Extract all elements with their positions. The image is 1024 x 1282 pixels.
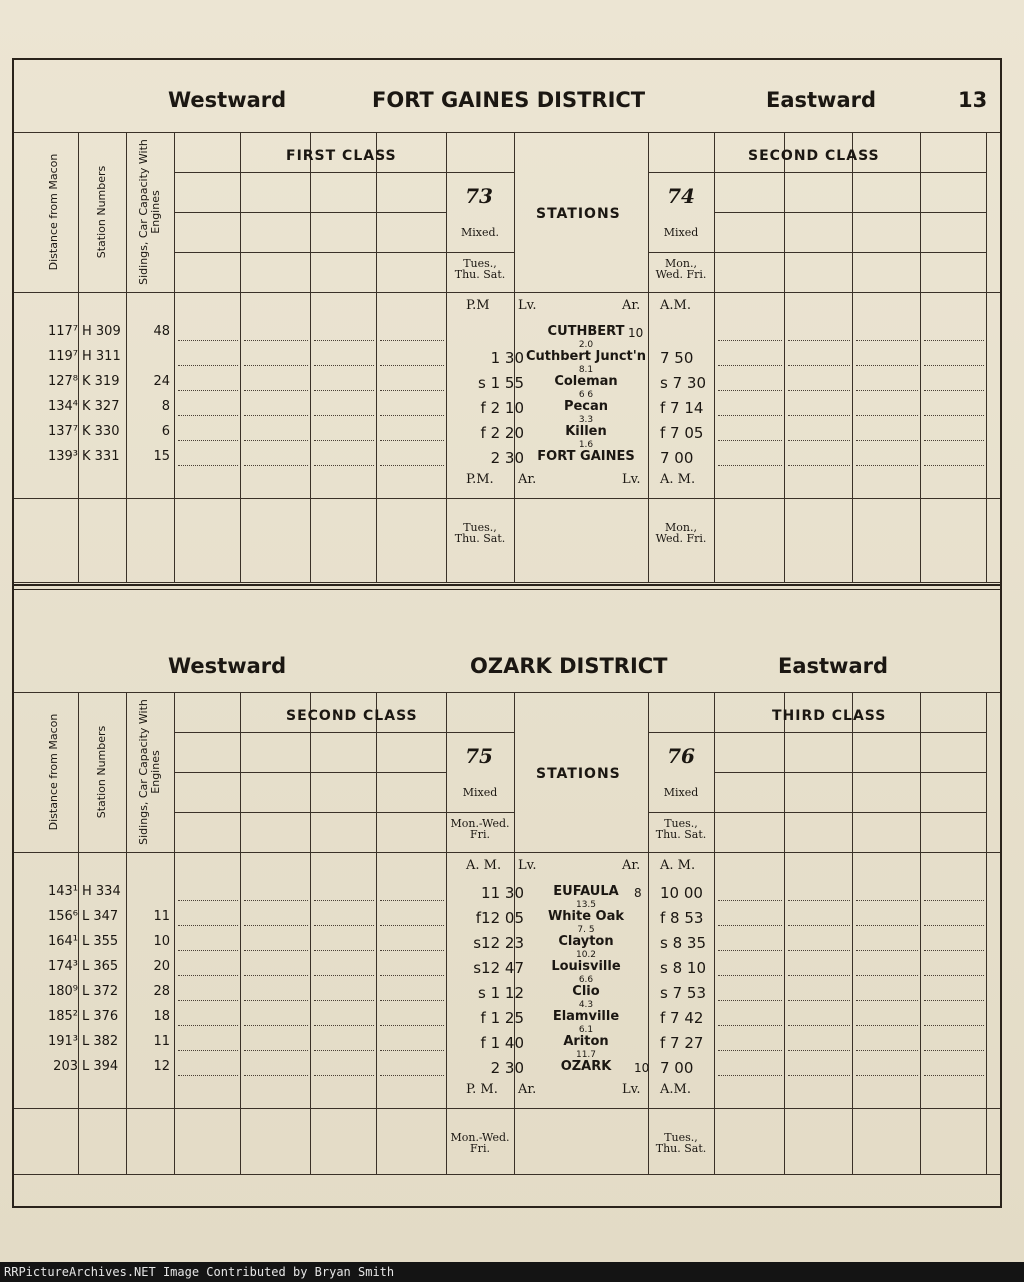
station-number: K 331 <box>82 449 120 464</box>
station-name: Cuthbert Junct'n <box>525 349 647 364</box>
leader-dots <box>924 1075 984 1076</box>
leader-dots <box>924 900 984 901</box>
class-rule-left <box>174 172 514 173</box>
leader-dots <box>314 1050 374 1051</box>
leader-dots <box>924 415 984 416</box>
leader-dots <box>244 1025 308 1026</box>
left-train-time: s12 47 <box>473 959 524 977</box>
train-number-left: 73 <box>465 184 493 208</box>
leader-dots <box>924 925 984 926</box>
sub-rule-left <box>174 212 446 213</box>
column-rule <box>514 692 515 1174</box>
station-number: K 330 <box>82 424 120 439</box>
siding-capacity: 20 <box>153 959 170 974</box>
timetable-row <box>14 925 1000 958</box>
leader-dots <box>788 1000 850 1001</box>
train-right-type: Mixed <box>663 786 699 799</box>
leader-dots <box>244 440 308 441</box>
leader-dots <box>380 900 444 901</box>
leader-dots <box>788 415 850 416</box>
header-bottom-rule <box>14 292 1000 293</box>
leader-dots <box>380 440 444 441</box>
distance-value: 164¹ <box>47 934 78 949</box>
station-number: L 376 <box>82 1009 119 1024</box>
leader-dots <box>380 1025 444 1026</box>
leader-dots <box>924 390 984 391</box>
leader-dots <box>856 900 918 901</box>
class-right-label: SECOND CLASS <box>748 148 880 164</box>
leader-dots <box>314 925 374 926</box>
leader-dots <box>924 1000 984 1001</box>
timetable-row <box>14 340 1000 373</box>
right-train-time: f 7 14 <box>660 399 704 417</box>
station-name: Clio <box>572 984 600 999</box>
station-number: L 372 <box>82 984 119 999</box>
leader-dots <box>788 390 850 391</box>
station-number: L 355 <box>82 934 119 949</box>
leader-dots <box>924 950 984 951</box>
right-train-time: f 8 53 <box>660 909 704 927</box>
leader-dots <box>178 415 238 416</box>
leader-dots <box>718 340 782 341</box>
leader-dots <box>856 950 918 951</box>
left-train-time: 2 30 <box>490 1059 524 1077</box>
station-number: L 382 <box>82 1034 119 1049</box>
right-train-time: f 7 27 <box>660 1034 704 1052</box>
siding-capacity: 15 <box>153 449 170 464</box>
column-rule <box>986 692 987 1174</box>
station-name: Killen <box>565 424 607 439</box>
right-train-time: s 7 53 <box>660 984 706 1002</box>
leader-dots <box>314 440 374 441</box>
leader-dots <box>788 340 850 341</box>
type-rule-left <box>446 252 514 253</box>
leader-dots <box>244 900 308 901</box>
leader-dots <box>244 950 308 951</box>
right-time-header: A.M. <box>660 298 691 313</box>
table-bottom-rule <box>14 582 1000 583</box>
segment-distance: 6.6 <box>578 975 594 985</box>
siding-capacity: 12 <box>153 1059 170 1074</box>
station-number: H 334 <box>82 884 121 899</box>
right-time-footer: A.M. <box>660 1082 691 1097</box>
leader-dots <box>856 975 918 976</box>
arrive-label-bottom: Ar. <box>518 1082 537 1097</box>
left-train-time: 11 30 <box>481 884 524 902</box>
leader-dots <box>178 975 238 976</box>
leader-dots <box>924 365 984 366</box>
table-bottom-rule <box>14 1174 1000 1175</box>
arrive-label-bottom: Ar. <box>518 472 537 487</box>
right-train-time: f 7 42 <box>660 1009 704 1027</box>
leader-dots <box>788 900 850 901</box>
segment-distance: 3.3 <box>578 415 594 425</box>
column-rule <box>174 692 175 1174</box>
distance-value: 191³ <box>47 1034 78 1049</box>
station-name: EUFAULA <box>553 884 619 899</box>
column-rule <box>126 692 127 1174</box>
leader-dots <box>856 390 918 391</box>
class-rule-left <box>174 732 514 733</box>
class-left-label: FIRST CLASS <box>286 148 397 164</box>
segment-distance: 10.2 <box>575 950 597 960</box>
leader-dots <box>788 975 850 976</box>
leader-dots <box>380 1050 444 1051</box>
leader-dots <box>380 1000 444 1001</box>
segment-distance: 1.6 <box>578 440 594 450</box>
leader-dots <box>178 340 238 341</box>
leader-dots <box>856 1000 918 1001</box>
left-train-time: f 2 20 <box>480 424 524 442</box>
sub-rule-right <box>714 772 986 773</box>
leader-dots <box>178 1050 238 1051</box>
leader-dots <box>788 1050 850 1051</box>
station-code: 8 <box>634 886 642 900</box>
timetable-row <box>14 1050 1000 1083</box>
class-rule-right <box>648 172 986 173</box>
column-rule <box>310 692 311 1174</box>
station-name: Ariton <box>563 1034 609 1049</box>
foot-right-days: Tues., Thu. Sat. <box>655 1131 707 1155</box>
right-time-header: A. M. <box>660 858 696 873</box>
leader-dots <box>314 1000 374 1001</box>
left-train-time: f 1 25 <box>480 1009 524 1027</box>
station-number: H 309 <box>82 324 121 339</box>
distance-value: 156⁶ <box>47 909 78 924</box>
segment-distance: 2.0 <box>578 340 594 350</box>
left-train-time: 2 30 <box>490 449 524 467</box>
train-left-days: Tues., Thu. Sat. <box>454 257 506 281</box>
leader-dots <box>178 900 238 901</box>
leader-dots <box>244 340 308 341</box>
station-name: CUTHBERT <box>547 324 625 339</box>
station-name: Louisville <box>551 959 621 974</box>
siding-capacity: 28 <box>153 984 170 999</box>
column-rule <box>376 692 377 1174</box>
leader-dots <box>314 390 374 391</box>
segment-distance: 13.5 <box>575 900 597 910</box>
eastward-label: Eastward <box>766 88 877 112</box>
distance-value: 143¹ <box>47 884 78 899</box>
leader-dots <box>380 390 444 391</box>
distance-value: 185² <box>47 1009 78 1024</box>
leader-dots <box>244 975 308 976</box>
right-train-time: f 7 05 <box>660 424 704 442</box>
leader-dots <box>178 390 238 391</box>
sub-rule-right <box>714 212 986 213</box>
timetable-row <box>14 975 1000 1008</box>
distance-value: 174³ <box>47 959 78 974</box>
station-name: FORT GAINES <box>537 449 635 464</box>
leave-label: Lv. <box>518 298 537 313</box>
header-bottom-rule <box>14 852 1000 853</box>
district-title: FORT GAINES DISTRICT <box>372 88 646 112</box>
train-number-right: 76 <box>667 744 695 768</box>
column-rule <box>920 692 921 1174</box>
district-title: OZARK DISTRICT <box>470 654 668 678</box>
segment-distance: 6.1 <box>578 1025 594 1035</box>
leader-dots <box>178 365 238 366</box>
leader-dots <box>380 340 444 341</box>
type-rule-right <box>648 812 714 813</box>
left-train-time: 1 30 <box>490 349 524 367</box>
right-train-time: s 7 30 <box>660 374 706 392</box>
leader-dots <box>788 465 850 466</box>
station-number: K 319 <box>82 374 120 389</box>
station-name: Coleman <box>554 374 618 389</box>
sub-rule-left <box>174 772 446 773</box>
leader-dots <box>380 365 444 366</box>
left-train-time: f 2 10 <box>480 399 524 417</box>
column-rule <box>852 692 853 1174</box>
leader-dots <box>178 1025 238 1026</box>
timetable-row <box>14 884 1000 908</box>
foot-right-days: Mon., Wed. Fri. <box>655 521 707 545</box>
leader-dots <box>244 1050 308 1051</box>
distance-value: 127⁸ <box>47 374 78 389</box>
leader-dots <box>178 1000 238 1001</box>
leader-dots <box>178 440 238 441</box>
rows-bottom-rule <box>14 1108 1000 1109</box>
leader-dots <box>314 975 374 976</box>
leave-label: Lv. <box>518 858 537 873</box>
left-train-time: f 1 40 <box>480 1034 524 1052</box>
distance-value: 119⁷ <box>47 349 78 364</box>
leader-dots <box>178 1075 238 1076</box>
right-train-time: 7 50 <box>660 349 694 367</box>
stations-header: STATIONS <box>536 766 621 782</box>
leader-dots <box>178 925 238 926</box>
sidings-header: Sidings, Car Capacity With Engines <box>137 139 162 285</box>
leader-dots <box>380 415 444 416</box>
station-name: White Oak <box>547 909 625 924</box>
westward-label: Westward <box>168 88 287 112</box>
timetable-row <box>14 1025 1000 1058</box>
station-name: Elamville <box>552 1009 620 1024</box>
station-number: L 347 <box>82 909 119 924</box>
right-train-time: s 8 35 <box>660 934 706 952</box>
stations-header: STATIONS <box>536 206 621 222</box>
arrive-label: Ar. <box>622 298 641 313</box>
station-name: Pecan <box>563 399 609 414</box>
leader-dots <box>314 365 374 366</box>
station-name: OZARK <box>560 1059 612 1074</box>
extra-rule-right <box>714 252 986 253</box>
right-time-footer: A. M. <box>660 472 696 487</box>
segment-distance: 11.7 <box>575 1050 597 1060</box>
distance-value: 117⁷ <box>47 324 78 339</box>
station-number: L 394 <box>82 1059 119 1074</box>
leader-dots <box>314 1025 374 1026</box>
leader-dots <box>788 1025 850 1026</box>
distance-value: 203 <box>53 1059 78 1074</box>
right-train-time: 10 00 <box>660 884 703 902</box>
leader-dots <box>244 365 308 366</box>
type-rule-right <box>648 252 714 253</box>
train-right-type: Mixed <box>663 226 699 239</box>
segment-distance: 6 6 <box>578 390 594 400</box>
class-right-label: THIRD CLASS <box>772 708 887 724</box>
leader-dots <box>856 415 918 416</box>
leader-dots <box>380 975 444 976</box>
siding-capacity: 48 <box>153 324 170 339</box>
leader-dots <box>788 925 850 926</box>
segment-distance: 4.3 <box>578 1000 594 1010</box>
leader-dots <box>788 950 850 951</box>
image-credit: RRPictureArchives.NET Image Contributed by Bryan Smith <box>0 1262 1024 1282</box>
leader-dots <box>924 440 984 441</box>
station-numbers-header: Station Numbers <box>95 165 108 259</box>
leader-dots <box>314 465 374 466</box>
timetable-row <box>14 900 1000 933</box>
leader-dots <box>924 340 984 341</box>
station-numbers-header: Station Numbers <box>95 725 108 819</box>
right-train-time: 7 00 <box>660 449 694 467</box>
leader-dots <box>380 950 444 951</box>
left-train-time: f12 05 <box>475 909 524 927</box>
distance-value: 137⁷ <box>47 424 78 439</box>
left-train-time: s 1 12 <box>478 984 524 1002</box>
leader-dots <box>856 340 918 341</box>
station-code: 10 <box>634 1061 650 1075</box>
leader-dots <box>178 950 238 951</box>
leader-dots <box>856 1050 918 1051</box>
right-train-time: s 8 10 <box>660 959 706 977</box>
leader-dots <box>380 1075 444 1076</box>
foot-left-days: Tues., Thu. Sat. <box>454 521 506 545</box>
train-left-type: Mixed <box>462 786 498 799</box>
timetable-row <box>14 440 1000 473</box>
leave-label-bottom: Lv. <box>622 472 641 487</box>
train-left-days: Mon.-Wed. Fri. <box>450 817 510 841</box>
leader-dots <box>856 440 918 441</box>
class-left-label: SECOND CLASS <box>286 708 418 724</box>
leader-dots <box>314 1075 374 1076</box>
train-right-days: Tues., Thu. Sat. <box>655 817 707 841</box>
leader-dots <box>856 365 918 366</box>
column-rule <box>784 692 785 1174</box>
siding-capacity: 24 <box>153 374 170 389</box>
leader-dots <box>244 1000 308 1001</box>
leader-dots <box>244 925 308 926</box>
type-rule-left <box>446 812 514 813</box>
train-number-left: 75 <box>465 744 493 768</box>
left-time-header: P.M <box>466 298 490 313</box>
left-train-time: s 1 55 <box>478 374 524 392</box>
segment-distance: 8.1 <box>578 365 594 375</box>
leader-dots <box>314 340 374 341</box>
column-rule <box>240 692 241 1174</box>
segment-distance: 7. 5 <box>577 925 595 935</box>
eastward-label: Eastward <box>778 654 889 678</box>
station-number: K 327 <box>82 399 120 414</box>
right-train-time: 7 00 <box>660 1059 694 1077</box>
leader-dots <box>788 440 850 441</box>
leader-dots <box>244 465 308 466</box>
timetable-row <box>14 324 1000 348</box>
leader-dots <box>314 900 374 901</box>
timetable-row <box>14 950 1000 983</box>
station-name: Clayton <box>558 934 614 949</box>
train-number-right: 74 <box>667 184 695 208</box>
train-right-days: Mon., Wed. Fri. <box>655 257 707 281</box>
station-code: 10 <box>628 326 644 340</box>
leader-dots <box>856 1025 918 1026</box>
leader-dots <box>314 415 374 416</box>
extra-rule-left <box>174 812 446 813</box>
distance-header: Distance from Macon <box>47 713 60 831</box>
rows-bottom-rule <box>14 498 1000 499</box>
left-train-time: s12 23 <box>473 934 524 952</box>
arrive-label: Ar. <box>622 858 641 873</box>
leader-dots <box>856 465 918 466</box>
leader-dots <box>924 1025 984 1026</box>
train-left-type: Mixed. <box>460 226 500 239</box>
leave-label-bottom: Lv. <box>622 1082 641 1097</box>
siding-capacity: 6 <box>161 424 170 439</box>
foot-left-days: Mon.-Wed. Fri. <box>450 1131 510 1155</box>
distance-value: 180⁹ <box>47 984 78 999</box>
leader-dots <box>380 925 444 926</box>
extra-rule-right <box>714 812 986 813</box>
page-number: 13 <box>958 88 988 112</box>
leader-dots <box>924 465 984 466</box>
leader-dots <box>924 1050 984 1051</box>
siding-capacity: 11 <box>153 909 170 924</box>
timetable-row <box>14 365 1000 398</box>
column-rule <box>78 692 79 1174</box>
timetable-row <box>14 390 1000 423</box>
leader-dots <box>380 465 444 466</box>
leader-dots <box>178 465 238 466</box>
siding-capacity: 8 <box>161 399 170 414</box>
class-rule-right <box>648 732 986 733</box>
sidings-header: Sidings, Car Capacity With Engines <box>137 699 162 845</box>
left-time-header: A. M. <box>466 858 502 873</box>
leader-dots <box>856 1075 918 1076</box>
left-time-footer: P. M. <box>466 1082 498 1097</box>
leader-dots <box>856 925 918 926</box>
leader-dots <box>788 365 850 366</box>
leader-dots <box>788 1075 850 1076</box>
leader-dots <box>314 950 374 951</box>
leader-dots <box>244 1075 308 1076</box>
fort-gaines-district-section <box>14 60 1000 582</box>
leader-dots <box>244 390 308 391</box>
distance-value: 139³ <box>47 449 78 464</box>
extra-rule-left <box>174 252 446 253</box>
leader-dots <box>244 415 308 416</box>
leader-dots <box>924 975 984 976</box>
timetable-row <box>14 415 1000 448</box>
distance-header: Distance from Macon <box>47 153 60 271</box>
distance-value: 134⁴ <box>47 399 78 414</box>
westward-label: Westward <box>168 654 287 678</box>
station-number: L 365 <box>82 959 119 974</box>
siding-capacity: 18 <box>153 1009 170 1024</box>
siding-capacity: 10 <box>153 934 170 949</box>
left-time-footer: P.M. <box>466 472 494 487</box>
timetable-row <box>14 1000 1000 1033</box>
station-number: H 311 <box>82 349 121 364</box>
siding-capacity: 11 <box>153 1034 170 1049</box>
ozark-district-section <box>14 590 1000 1206</box>
